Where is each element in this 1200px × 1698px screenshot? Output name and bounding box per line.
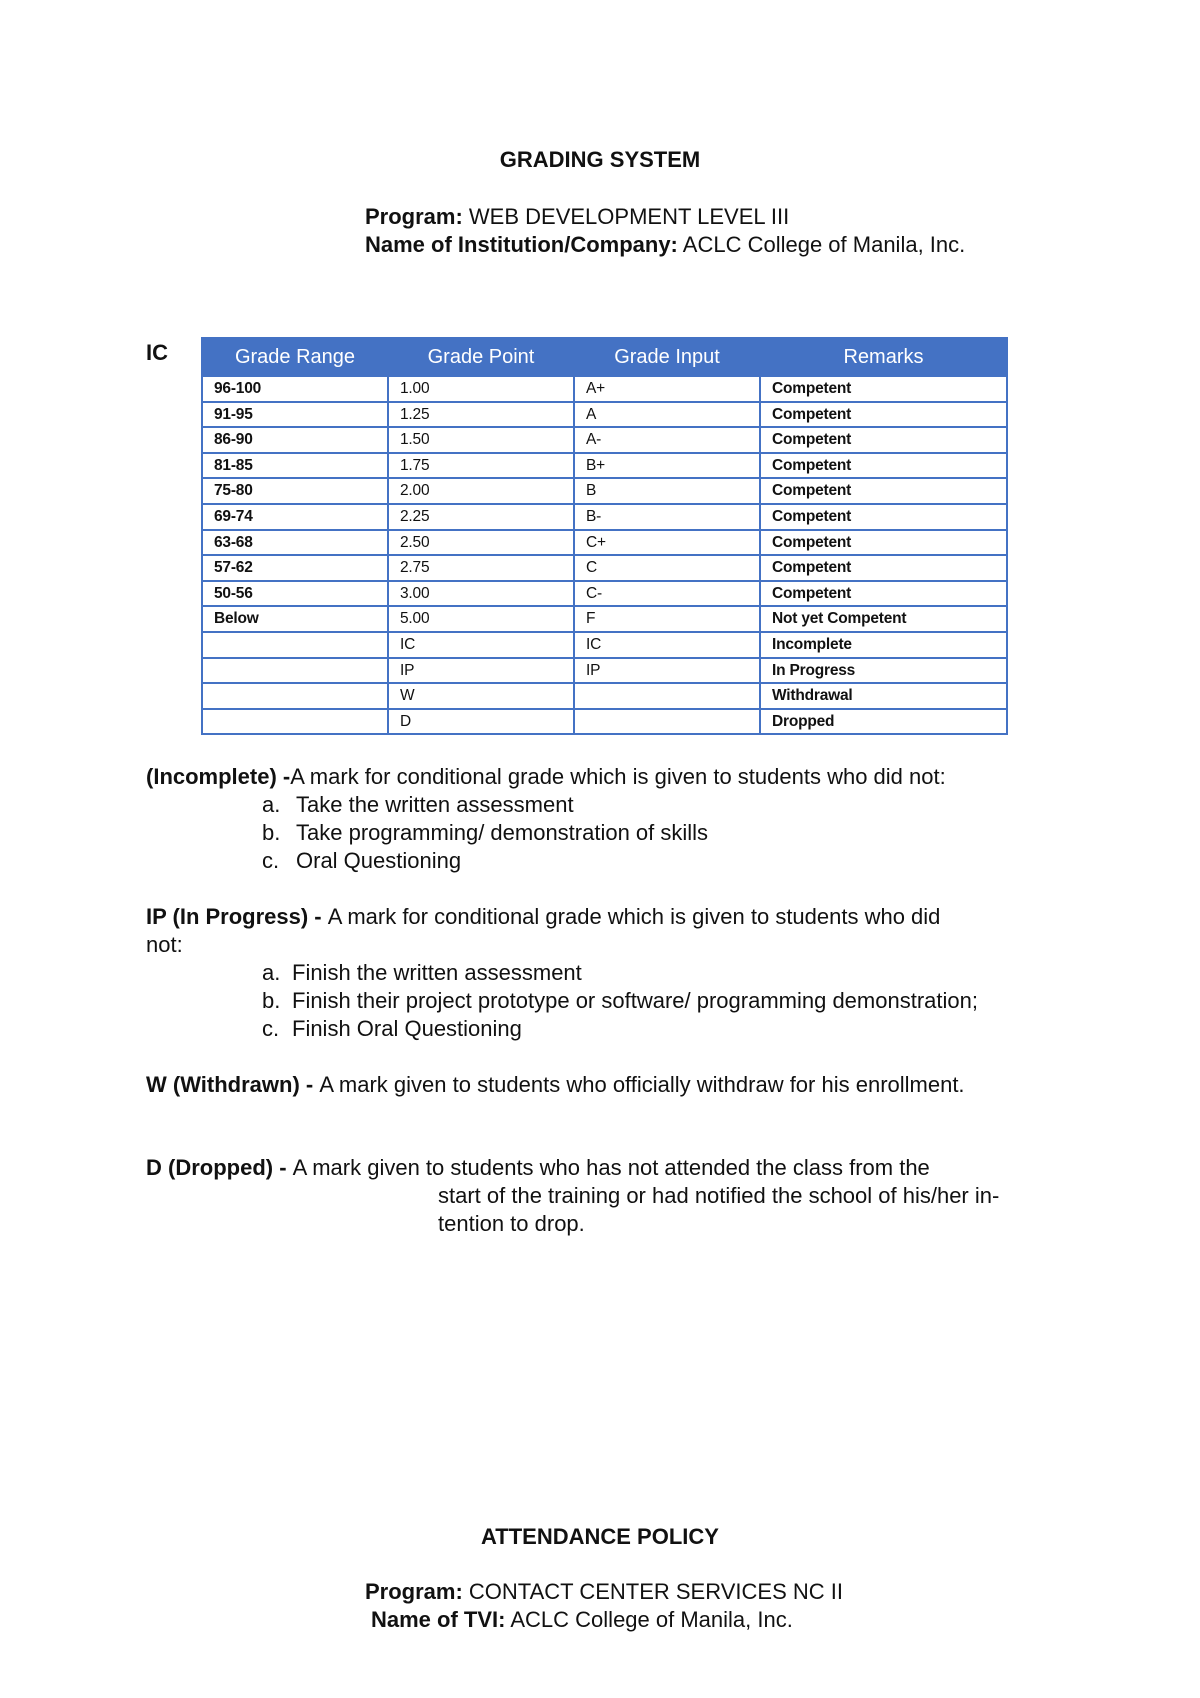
grade-range-cell [202, 709, 388, 735]
grade-point-cell: 1.25 [388, 402, 574, 428]
table-row [202, 632, 1007, 658]
remarks-cell: Competent [760, 402, 1007, 428]
grade-range-cell [202, 658, 388, 684]
list-item [262, 1016, 522, 1042]
institution-line [365, 232, 965, 258]
list-text: Oral Questioning [296, 848, 462, 873]
dropped-term: D (Dropped) - [146, 1155, 293, 1180]
table-row [202, 683, 1007, 709]
attendance-program-line [365, 1579, 843, 1605]
grade-point-cell: 1.50 [388, 427, 574, 453]
remarks-cell: Competent [760, 376, 1007, 402]
remarks-cell: Competent [760, 530, 1007, 556]
table-row [202, 555, 1007, 581]
list-text: Finish Oral Questioning [292, 1016, 522, 1041]
grade-point-cell: IP [388, 658, 574, 684]
grade-range-cell: 57-62 [202, 555, 388, 581]
withdrawn-term: W (Withdrawn) - [146, 1072, 320, 1097]
list-text: Take programming/ demonstration of skills [296, 820, 709, 845]
grade-point-cell: 2.50 [388, 530, 574, 556]
ic-side-label: IC [146, 340, 168, 365]
column-header: Grade Point [388, 338, 574, 376]
grade-range-cell [202, 632, 388, 658]
list-item [262, 960, 582, 986]
grading-title: GRADING SYSTEM [499, 147, 701, 172]
list-item [262, 792, 574, 818]
remarks-cell: Competent [760, 427, 1007, 453]
dropped-definition [146, 1155, 930, 1181]
column-header: Grade Range [202, 338, 388, 376]
grade-range-cell [202, 683, 388, 709]
dropped-desc: A mark given to students who has not attended the class from the [292, 1155, 930, 1180]
dropped-desc-cont: tention to drop. [438, 1211, 585, 1236]
grade-point-cell: IC [388, 632, 574, 658]
table-row [202, 658, 1007, 684]
grade-range-cell: 91-95 [202, 402, 388, 428]
list-marker: a. [262, 960, 281, 985]
attendance-program-label: Program: [365, 1579, 463, 1604]
program-label: Program: [365, 204, 463, 229]
program-value: WEB DEVELOPMENT LEVEL III [462, 204, 790, 229]
remarks-cell: Competent [760, 555, 1007, 581]
grade-input-cell [574, 683, 760, 709]
grade-point-cell: 2.75 [388, 555, 574, 581]
table-row [202, 402, 1007, 428]
grade-range-cell: 63-68 [202, 530, 388, 556]
grade-range-cell: 50-56 [202, 581, 388, 607]
tvi-value: ACLC College of Manila, Inc. [505, 1607, 793, 1632]
list-marker: b. [262, 988, 281, 1013]
program-line [365, 204, 789, 230]
table-row [202, 376, 1007, 402]
list-item [262, 848, 461, 874]
table-body [202, 376, 1007, 734]
table-row [202, 504, 1007, 530]
tvi-line [371, 1607, 793, 1633]
grade-input-cell: B [574, 478, 760, 504]
list-text: Take the written assessment [296, 792, 574, 817]
grade-input-cell: C- [574, 581, 760, 607]
column-header: Remarks [760, 338, 1007, 376]
in-progress-desc: A mark for conditional grade which is given to students who did [327, 904, 941, 929]
grade-input-cell: A- [574, 427, 760, 453]
grade-input-cell: IC [574, 632, 760, 658]
grade-range-cell: 69-74 [202, 504, 388, 530]
grade-point-cell: 2.25 [388, 504, 574, 530]
grading-table [201, 337, 1008, 735]
grade-input-cell: C+ [574, 530, 760, 556]
grade-point-cell: D [388, 709, 574, 735]
grade-input-cell: A+ [574, 376, 760, 402]
grade-input-cell: F [574, 606, 760, 632]
grade-input-cell: A [574, 402, 760, 428]
withdrawn-desc: A mark given to students who officially withdraw for his enrollment. [319, 1072, 965, 1097]
grade-range-cell: 86-90 [202, 427, 388, 453]
grade-point-cell: W [388, 683, 574, 709]
table-row [202, 427, 1007, 453]
list-text: Finish their project prototype or software/ programming demonstration; [292, 988, 978, 1013]
remarks-cell: Not yet Competent [760, 606, 1007, 632]
dropped-desc-cont: start of the training or had notified the school of his/her in- [438, 1183, 1000, 1208]
table-row [202, 581, 1007, 607]
column-header: Grade Input [574, 338, 760, 376]
table-row [202, 709, 1007, 735]
grade-input-cell: IP [574, 658, 760, 684]
remarks-cell: Competent [760, 453, 1007, 479]
list-item [262, 820, 708, 846]
incomplete-definition [146, 764, 946, 790]
attendance-title: ATTENDANCE POLICY [481, 1524, 719, 1549]
remarks-cell: Competent [760, 478, 1007, 504]
remarks-cell: Dropped [760, 709, 1007, 735]
grade-input-cell [574, 709, 760, 735]
grade-point-cell: 3.00 [388, 581, 574, 607]
list-marker: a. [262, 792, 281, 817]
table-header-row [202, 338, 1007, 376]
withdrawn-definition [146, 1072, 965, 1098]
remarks-cell: Withdrawal [760, 683, 1007, 709]
incomplete-desc: A mark for conditional grade which is given to students who did not: [290, 764, 946, 789]
attendance-program-value: CONTACT CENTER SERVICES NC II [462, 1579, 843, 1604]
table-row [202, 453, 1007, 479]
list-marker: c. [262, 848, 280, 873]
table-row [202, 478, 1007, 504]
grade-range-cell: 75-80 [202, 478, 388, 504]
in-progress-definition [146, 904, 940, 930]
remarks-cell: Competent [760, 581, 1007, 607]
in-progress-desc-cont: not: [146, 932, 183, 957]
remarks-cell: Competent [760, 504, 1007, 530]
institution-value: ACLC College of Manila, Inc. [677, 232, 966, 257]
grade-point-cell: 1.00 [388, 376, 574, 402]
grade-point-cell: 5.00 [388, 606, 574, 632]
remarks-cell: Incomplete [760, 632, 1007, 658]
tvi-label: Name of TVI: [371, 1607, 506, 1632]
list-item [262, 988, 978, 1014]
list-text: Finish the written assessment [292, 960, 582, 985]
table-row [202, 530, 1007, 556]
in-progress-term: IP (In Progress) - [146, 904, 328, 929]
grade-range-cell: Below [202, 606, 388, 632]
table-row [202, 606, 1007, 632]
grade-input-cell: C [574, 555, 760, 581]
grade-range-cell: 81-85 [202, 453, 388, 479]
grade-input-cell: B+ [574, 453, 760, 479]
incomplete-term: (Incomplete) - [146, 764, 291, 789]
list-marker: b. [262, 820, 281, 845]
grade-input-cell: B- [574, 504, 760, 530]
list-marker: c. [262, 1016, 280, 1041]
grade-point-cell: 2.00 [388, 478, 574, 504]
grade-range-cell: 96-100 [202, 376, 388, 402]
institution-label: Name of Institution/Company: [365, 232, 678, 257]
grade-point-cell: 1.75 [388, 453, 574, 479]
remarks-cell: In Progress [760, 658, 1007, 684]
